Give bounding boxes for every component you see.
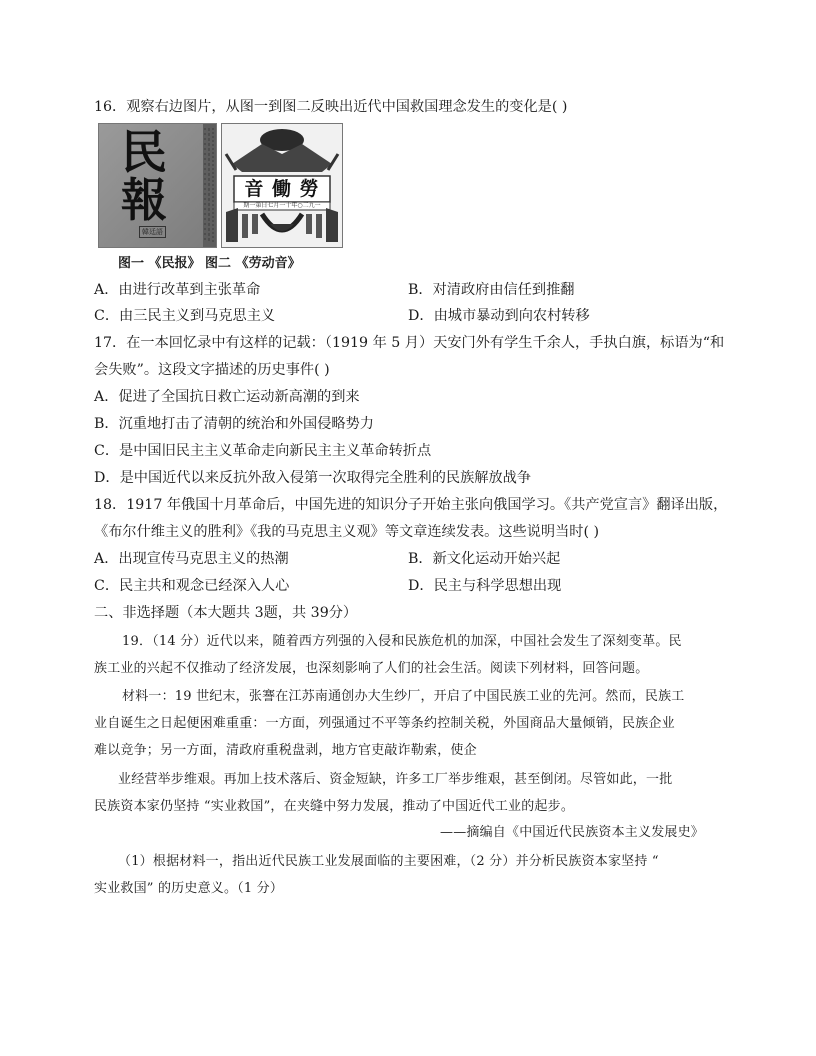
q17-option-d: D．是中国近代以来反抗外敌入侵第一次取得完全胜利的民族解放战争: [94, 470, 532, 486]
q16-option-d: D．由城市暴动到向农村转移: [408, 308, 590, 324]
q18-option-c: C．民主共和观念已经深入人心: [94, 578, 290, 594]
q19-material-source: ——摘编自《中国近代民族资本主义发展史》: [440, 825, 705, 840]
laodongyin-masthead: 音 働 勞: [244, 178, 320, 200]
minbao-char-2: 報: [121, 173, 167, 227]
figure-caption: 图一 《民报》 图二 《劳动音》: [118, 256, 301, 271]
q17-option-a: A．促进了全国抗日救亡运动新高潮的到来: [94, 389, 360, 405]
figure-2-laodongyin-cover: [221, 123, 343, 248]
q19-material1-line-5: 民族资本家仍坚持 “实业救国”，在夹缝中努力发展，推动了中国近代工业的起步。: [94, 799, 575, 814]
q17-stem-line-1: 17．在一本回忆录中有这样的记载：（1919 年 5 月）天安门外有学生千余人，手执白旗，标语为“和: [94, 335, 725, 351]
minbao-small-label: 韓廷語: [139, 226, 166, 238]
q16-option-c: C．由三民主义到马克思主义: [94, 308, 276, 324]
q19-sub1-line-1: （1）根据材料一，指出近代民族工业发展面临的主要困难，（2 分）并分析民族资本家坚持 “: [118, 854, 659, 869]
q19-sub1-line-2: 实业救国” 的历史意义。（1 分）: [94, 881, 284, 896]
figure-1-minbao-cover: [98, 123, 217, 248]
q18-option-b: B．新文化运动开始兴起: [408, 551, 561, 567]
q19-intro-line-1: 19．（14 分）近代以来，随着西方列强的入侵和民族危机的加深，中国社会发生了深刻变革。民: [122, 634, 682, 649]
q16-option-a: A．由进行改革到主张革命: [94, 282, 261, 298]
q16-option-b: B．对清政府由信任到推翻: [408, 282, 575, 298]
q19-intro-line-2: 族工业的兴起不仅推动了经济发展，也深刻影响了人们的社会生活。阅读下列材料，回答问题。: [94, 661, 649, 676]
q17-stem-line-2: 会失败”。这段文字描述的历史事件( ): [94, 362, 330, 378]
q18-option-d: D．民主与科学思想出现: [408, 578, 562, 594]
q18-stem-line-2: 《布尔什维主义的胜利》《我的马克思主义观》等文章连续发表。这些说明当时( ): [94, 524, 600, 540]
minbao-char-1: 民: [121, 125, 167, 179]
q19-material1-line-4: 业经营举步维艰。再加上技术落后、资金短缺，许多工厂举步维艰，甚至倒闭。尽管如此，一批: [118, 772, 673, 787]
q17-option-b: B．沉重地打击了清朝的统治和外国侵略势力: [94, 416, 374, 432]
q19-material1-line-1: 材料一：19 世纪末，张謇在江苏南通创办大生纱厂，开启了中国民族工业的先河。然而，民族工: [122, 689, 685, 704]
section-2-heading: 二、非选择题（本大题共 3题，共 39分）: [94, 605, 358, 621]
q16-stem: 16．观察右边图片，从图一到图二反映出近代中国救国理念发生的变化是( ): [94, 99, 568, 115]
q19-material1-line-3: 难以竞争；另一方面，清政府重税盘剥，地方官吏敲诈勒索，使企: [94, 743, 477, 758]
q18-stem-line-1: 18．1917 年俄国十月革命后，中国先进的知识分子开始主张向俄国学习。《共产党宣言》翻译出版，: [94, 497, 728, 513]
laodongyin-date-line: 期一第日七月一十年○二九一: [243, 202, 321, 209]
q18-option-a: A．出现宣传马克思主义的热潮: [94, 551, 289, 567]
q19-material1-line-2: 业自诞生之日起便困难重重：一方面，列强通过不平等条约控制关税，外国商品大量倾销，民族企业: [94, 716, 675, 731]
q17-option-c: C．是中国旧民主主义革命走向新民主主义革命转折点: [94, 443, 432, 459]
